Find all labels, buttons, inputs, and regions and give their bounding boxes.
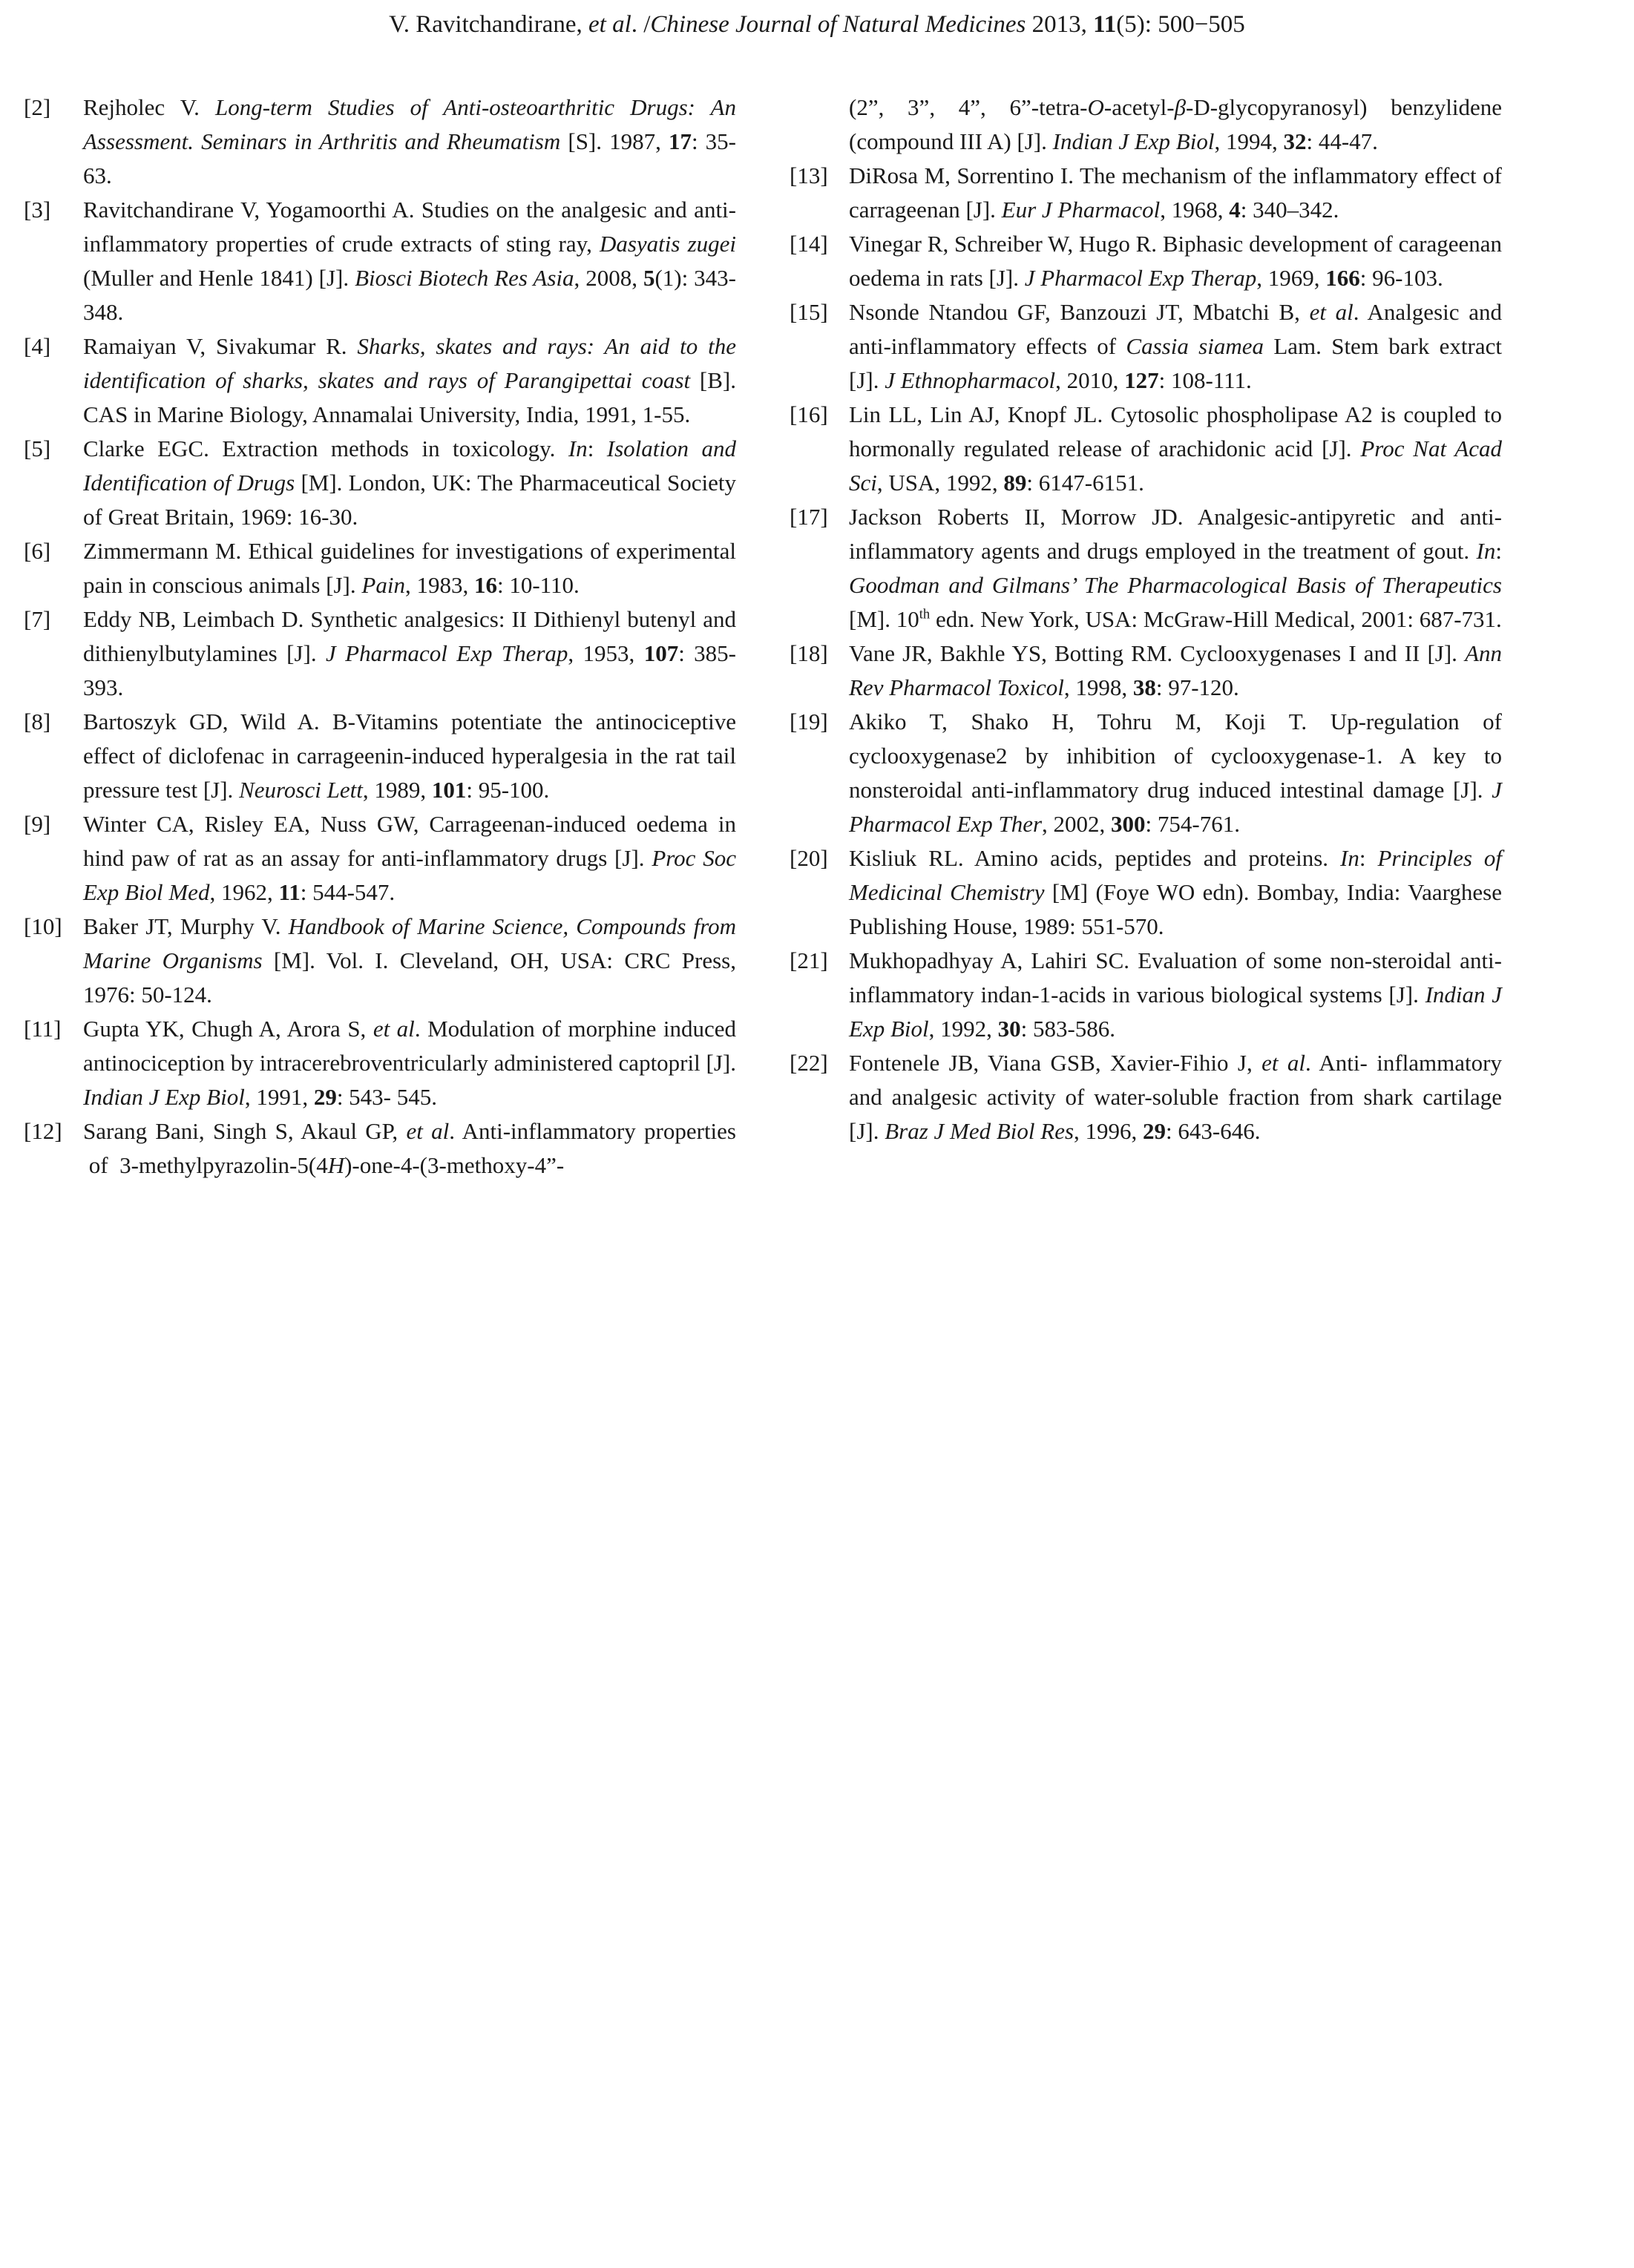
header-sep: . /	[631, 11, 651, 38]
reference-item	[790, 91, 1502, 159]
reference-item	[24, 602, 736, 705]
reference-text: (2”, 3”, 4”, 6”-tetra-O-acetyl-β-D-glycopyranosyl) benzylidene (compound III A) [J]. Indian J Exp Biol, 1994, 32: 44-47.	[849, 94, 1502, 154]
reference-number: [13]	[790, 162, 828, 188]
reference-number: [21]	[790, 947, 828, 973]
reference-text: Fontenele JB, Viana GSB, Xavier-Fihio J, et al. Anti- inflammatory and analgesic activity of water-soluble fraction from shark cartilage [J]. Braz J Med Biol Res, 1996, 29: 643-646.	[849, 1050, 1502, 1144]
references-left-column	[24, 91, 736, 1183]
reference-text: Rejholec V. Long-term Studies of Anti-osteoarthritic Drugs: An Assessment. Seminars in Arthritis and Rheumatism [S]. 1987, 17: 35-63.	[83, 94, 737, 188]
reference-text: Nsonde Ntandou GF, Banzouzi JT, Mbatchi B, et al. Analgesic and anti-inflammatory effects of Cassia siamea Lam. Stem bark extract [J]. J Ethnopharmacol, 2010, 127: 108-111.	[849, 299, 1502, 393]
header-volume: 11	[1093, 11, 1117, 38]
reference-text: Gupta YK, Chugh A, Arora S, et al. Modulation of morphine induced antinociception by intracerebroventricularly administered captopril [J]. Indian J Exp Biol, 1991, 29: 543- 545.	[83, 1016, 736, 1110]
reference-text: Baker JT, Murphy V. Handbook of Marine Science, Compounds from Marine Organisms [M]. Vol. I. Cleveland, OH, USA: CRC Press, 1976: 50-124.	[83, 913, 737, 1008]
reference-text: Kisliuk RL. Amino acids, peptides and proteins. In: Principles of Medicinal Chemistry [M] (Foye WO edn). Bombay, India: Vaarghese Publishing House, 1989: 551-570.	[849, 845, 1502, 939]
reference-text: Winter CA, Risley EA, Nuss GW, Carrageenan-induced oedema in hind paw of rat as an assay for anti-inflammatory drugs [J]. Proc Soc Exp Biol Med, 1962, 11: 544-547.	[83, 811, 736, 905]
reference-item	[24, 91, 736, 193]
reference-item	[790, 841, 1502, 944]
reference-item	[790, 944, 1502, 1046]
reference-text: Eddy NB, Leimbach D. Synthetic analgesics: II Dithienyl butenyl and dithienylbutylamines [J]. J Pharmacol Exp Therap, 1953, 107: 385-393.	[83, 606, 737, 700]
reference-item	[24, 705, 736, 807]
reference-text: Ramaiyan V, Sivakumar R. Sharks, skates and rays: An aid to the identification of sharks, skates and rays of Parangipettai coast [B]. CAS in Marine Biology, Annamalai University, India, 1991, 1-55.	[83, 333, 737, 427]
header-year: 2013,	[1026, 11, 1094, 38]
reference-item	[24, 534, 736, 602]
reference-number: [11]	[24, 1016, 62, 1042]
reference-item	[24, 329, 736, 432]
reference-item	[24, 1114, 736, 1183]
header-issue-pages: (5): 500−505	[1116, 11, 1245, 38]
reference-item	[790, 637, 1502, 705]
reference-item	[790, 500, 1502, 637]
reference-item	[790, 398, 1502, 500]
reference-text: Zimmermann M. Ethical guidelines for investigations of experimental pain in conscious animals [J]. Pain, 1983, 16: 10-110.	[83, 538, 736, 598]
header-etal: et al	[588, 11, 631, 38]
reference-text: Bartoszyk GD, Wild A. B-Vitamins potentiate the antinociceptive effect of diclofenac in carrageenin-induced hyperalgesia in the rat tail pressure test [J]. Neurosci Lett, 1989, 101: 95-100.	[83, 709, 736, 803]
reference-number: [20]	[790, 845, 828, 871]
reference-number: [3]	[24, 197, 51, 223]
reference-text: Mukhopadhyay A, Lahiri SC. Evaluation of some non-steroidal anti-inflammatory indan-1-acids in various biological systems [J]. Indian J Exp Biol, 1992, 30: 583-586.	[849, 947, 1502, 1042]
reference-number: [15]	[790, 299, 828, 325]
reference-item	[24, 910, 736, 1012]
reference-text: Vane JR, Bakhle YS, Botting RM. Cyclooxygenases I and II [J]. Ann Rev Pharmacol Toxicol, 1998, 38: 97-120.	[849, 640, 1502, 700]
running-header	[0, 7, 1634, 42]
header-journal: Chinese Journal of Natural Medicines	[650, 11, 1026, 38]
reference-text: DiRosa M, Sorrentino I. The mechanism of the inflammatory effect of carrageenan [J]. Eur J Pharmacol, 1968, 4: 340–342.	[849, 162, 1502, 223]
reference-item	[24, 193, 736, 329]
reference-number: [16]	[790, 401, 828, 427]
reference-number: [8]	[24, 709, 51, 734]
reference-number: [14]	[790, 231, 828, 257]
reference-number: [17]	[790, 504, 828, 530]
reference-text: Vinegar R, Schreiber W, Hugo R. Biphasic development of carageenan oedema in rats [J]. J Pharmacol Exp Therap, 1969, 166: 96-103.	[849, 231, 1502, 291]
reference-text: Akiko T, Shako H, Tohru M, Koji T. Up-regulation of cyclooxygenase2 by inhibition of cyclooxygenase-1. A key to nonsteroidal anti-inflammatory drug induced intestinal damage [J]. J Pharmacol Exp Ther, 2002, 300: 754-761.	[849, 709, 1502, 837]
reference-item	[790, 1046, 1502, 1148]
reference-number: [6]	[24, 538, 51, 564]
reference-number: [7]	[24, 606, 51, 632]
reference-text: Ravitchandirane V, Yogamoorthi A. Studies on the analgesic and anti-inflammatory properties of crude extracts of sting ray, Dasyatis zugei (Muller and Henle 1841) [J]. Biosci Biotech Res Asia, 2008, 5(1): 343-348.	[83, 197, 737, 325]
reference-item	[24, 1012, 736, 1114]
reference-text: Clarke EGC. Extraction methods in toxicology. In: Isolation and Identification of Drugs [M]. London, UK: The Pharmaceutical Society of Great Britain, 1969: 16-30.	[83, 435, 736, 530]
reference-item	[790, 159, 1502, 227]
reference-number: [18]	[790, 640, 828, 666]
reference-item	[790, 227, 1502, 295]
reference-number: [19]	[790, 709, 828, 734]
reference-item	[790, 295, 1502, 398]
references-right-column	[790, 91, 1502, 1148]
reference-item	[790, 705, 1502, 841]
reference-number: [9]	[24, 811, 51, 837]
reference-number: [12]	[24, 1118, 62, 1144]
reference-item	[24, 432, 736, 534]
header-author: V. Ravitchandirane,	[389, 11, 588, 38]
reference-item	[24, 807, 736, 910]
reference-number: [4]	[24, 333, 51, 359]
reference-text: Lin LL, Lin AJ, Knopf JL. Cytosolic phospholipase A2 is coupled to hormonally regulated release of arachidonic acid [J]. Proc Nat Acad Sci, USA, 1992, 89: 6147-6151.	[849, 401, 1502, 496]
reference-number: [2]	[24, 94, 51, 120]
reference-text: Jackson Roberts II, Morrow JD. Analgesic-antipyretic and anti-inflammatory agents and drugs employed in the treatment of gout. In: Goodman and Gilmans’ The Pharmacological Basis of Therapeutics [M]. 10th edn. New York, USA: McGraw-Hill Medical, 2001: 687-731.	[849, 504, 1502, 632]
reference-text: Sarang Bani, Singh S, Akaul GP, et al. Anti-inflammatory properties of 3-methylpyrazolin-5(4H)-one-4-(3-methoxy-4”-	[83, 1118, 736, 1178]
reference-number: [22]	[790, 1050, 828, 1076]
reference-number: [10]	[24, 913, 62, 939]
reference-number: [5]	[24, 435, 51, 461]
